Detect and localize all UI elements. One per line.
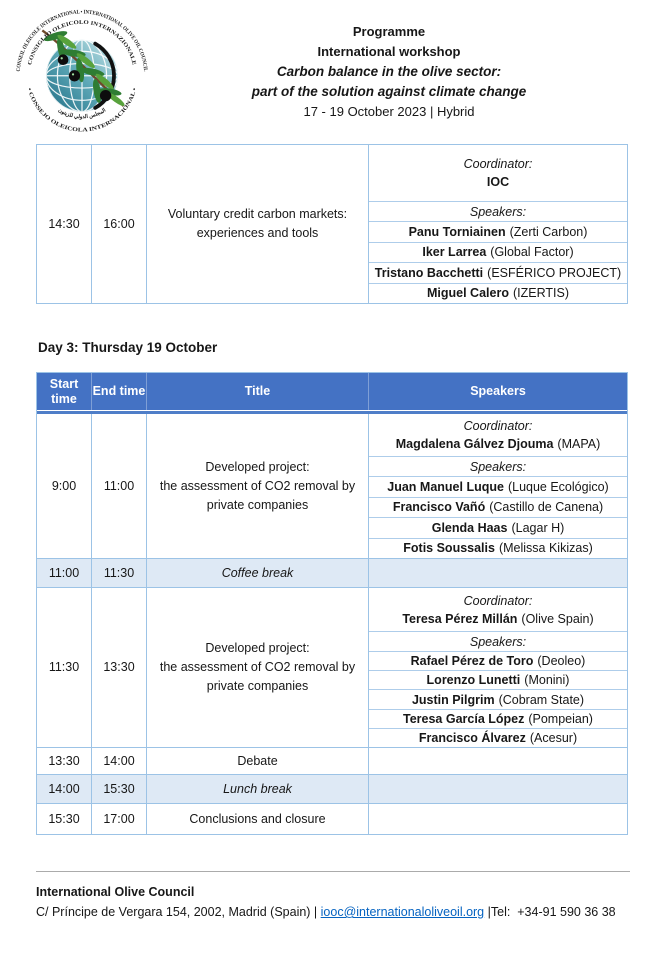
end-time-cell: 15:30 xyxy=(91,775,146,803)
workshop-title-line2: part of the solution against climate change xyxy=(251,84,527,99)
speakers-cell xyxy=(368,145,627,303)
end-time-cell: 14:00 xyxy=(91,748,146,774)
coordinator-subcell: Coordinator: Magdalena Gálvez Djouma (MAPA) xyxy=(395,419,601,451)
doc-title: Programme xyxy=(352,24,426,39)
speaker-entry: Tristano Bacchetti (ESFÉRICO PROJECT) xyxy=(369,262,627,283)
page-header xyxy=(0,0,666,140)
speakers-cell xyxy=(368,775,627,803)
ioc-logo xyxy=(0,0,160,140)
col-speakers: Speakers xyxy=(368,373,627,410)
end-time-cell: 11:00 xyxy=(91,414,146,558)
footer-org-name: International Olive Council xyxy=(36,885,195,899)
header-title-block xyxy=(160,0,666,140)
table-row-voluntary-markets xyxy=(37,145,627,303)
speakers-cell xyxy=(368,559,627,587)
speakers-label: Speakers: xyxy=(369,456,627,476)
speaker-entry: Teresa García López (Pompeian) xyxy=(369,709,627,728)
svg-text:CONSEIL OLEICOLE INTERNATIONAL: CONSEIL OLEICOLE INTERNATIONAL • INTERNATIONAL OLIVE OIL COUNCIL xyxy=(15,9,149,73)
col-start-time: Start time xyxy=(49,376,79,406)
coordinator-subcell: Coordinator: IOC xyxy=(463,157,533,189)
speaker-entry: Juan Manuel Luque (Luque Ecológico) xyxy=(369,476,627,497)
workshop-title-line1: Carbon balance in the olive sector: xyxy=(276,64,502,79)
day3-heading: Day 3: Thursday 19 October xyxy=(38,340,218,355)
start-time-cell: 14:30 xyxy=(48,216,80,231)
speaker-entry: Francisco Vañó (Castillo de Canena) xyxy=(369,497,627,518)
start-time-cell: 11:00 xyxy=(48,565,80,580)
start-time-cell: 13:30 xyxy=(48,753,80,768)
speakers-cell xyxy=(368,804,627,834)
title-cell: Conclusions and closure xyxy=(146,804,368,834)
svg-text:CONSIGLIO OLEICOLO INTERNAZION: CONSIGLIO OLEICOLO INTERNAZIONALE xyxy=(27,19,137,66)
title-cell: Debate xyxy=(146,748,368,774)
speakers-cell xyxy=(368,748,627,774)
svg-text:• CONSEJO OLEICOLA INTERNACION: • CONSEJO OLEICOLA INTERNACIONAL • xyxy=(25,87,139,134)
table-row-session1 xyxy=(37,414,627,558)
ioc-logo-icon xyxy=(12,4,152,140)
speaker-entry: Fotis Soussalis (Melissa Kikizas) xyxy=(369,538,627,559)
footer-email-link[interactable]: iooc@internationaloliveoil.org xyxy=(320,905,485,919)
end-time-cell: 16:00 xyxy=(91,145,146,303)
start-time-cell: 15:30 xyxy=(48,811,80,826)
speaker-entry: Panu Torniainen (Zerti Carbon) xyxy=(369,221,627,242)
speaker-entry: Rafael Pérez de Toro (Deoleo) xyxy=(369,651,627,670)
day3-table xyxy=(36,372,628,835)
speaker-entry: Miguel Calero (IZERTIS) xyxy=(369,283,627,304)
end-time-cell: 11:30 xyxy=(91,559,146,587)
table-row-debate xyxy=(37,747,627,774)
doc-subtitle: International workshop xyxy=(317,44,461,59)
workshop-date: 17 - 19 October 2023 | Hybrid xyxy=(303,104,475,119)
page-footer xyxy=(36,871,630,922)
end-time-cell: 13:30 xyxy=(91,588,146,747)
col-title: Title xyxy=(146,373,368,410)
table-row-coffee-break xyxy=(37,558,627,587)
table-row-conclusions xyxy=(37,803,627,834)
table-row-session2 xyxy=(37,587,627,747)
svg-text:المجلس الدولي للزيتون: المجلس الدولي للزيتون xyxy=(56,107,108,121)
title-cell: Developed project: the assessment of CO2 removal by private companies xyxy=(146,588,368,747)
col-end-time: End time xyxy=(91,373,146,410)
end-time-cell: 17:00 xyxy=(91,804,146,834)
title-cell: Coffee break xyxy=(146,559,368,587)
speaker-entry: Iker Larrea (Global Factor) xyxy=(369,242,627,263)
start-time-cell: 9:00 xyxy=(51,478,77,493)
speakers-cell xyxy=(368,588,627,747)
continuation-table xyxy=(36,144,628,304)
title-cell: Lunch break xyxy=(146,775,368,803)
speaker-entry: Glenda Haas (Lagar H) xyxy=(369,517,627,538)
day3-table-header xyxy=(37,373,627,410)
table-row-lunch-break xyxy=(37,774,627,803)
speaker-entry: Francisco Álvarez (Acesur) xyxy=(369,728,627,747)
coordinator-subcell: Coordinator: Teresa Pérez Millán (Olive Spain) xyxy=(402,593,594,626)
speakers-label: Speakers: xyxy=(369,201,627,221)
footer-address-line: C/ Príncipe de Vergara 154, 2002, Madrid (Spain) | iooc@internationaloliveoil.org |Tel: +34-91 590 36 38 xyxy=(36,905,616,919)
start-time-cell: 11:30 xyxy=(48,660,80,674)
speaker-entry: Justin Pilgrim (Cobram State) xyxy=(369,689,627,708)
speaker-entry: Lorenzo Lunetti (Monini) xyxy=(369,670,627,689)
speakers-cell xyxy=(368,414,627,558)
speakers-label: Speakers: xyxy=(369,631,627,651)
title-cell: Voluntary credit carbon markets: experiences and tools xyxy=(146,145,368,303)
start-time-cell: 14:00 xyxy=(48,781,80,796)
title-cell: Developed project: the assessment of CO2 removal by private companies xyxy=(146,414,368,558)
